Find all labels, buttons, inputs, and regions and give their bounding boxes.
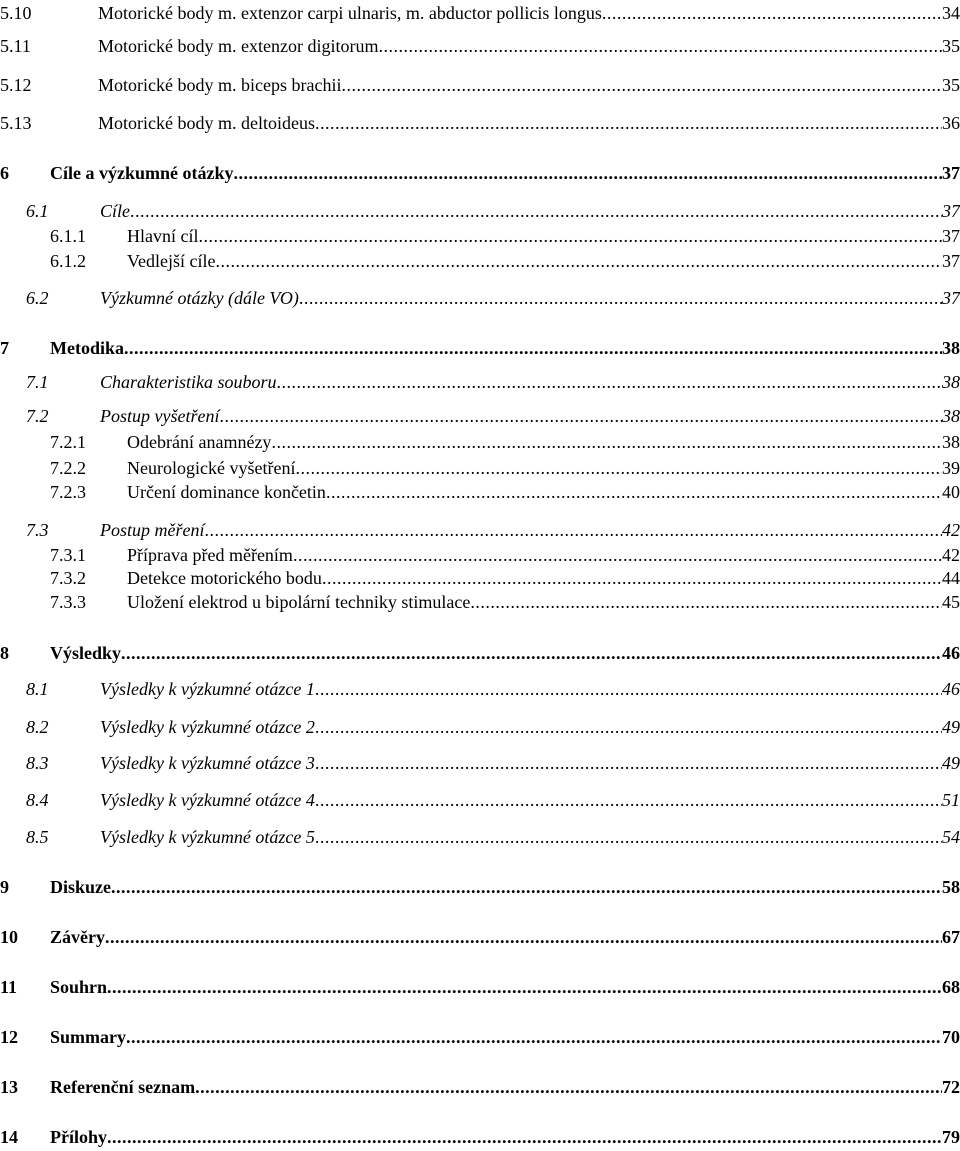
toc-number: 5.13 (0, 113, 32, 133)
toc-leader-dots (315, 823, 942, 851)
toc-page-number: 45 (942, 592, 960, 612)
toc-entry[interactable] (0, 713, 960, 741)
toc-entry[interactable] (0, 368, 960, 396)
toc-number: 6.1 (26, 201, 49, 221)
toc-entry[interactable] (0, 1073, 960, 1101)
toc-title: Motorické body m. extenzor carpi ulnaris, m. abductor pollicis longus (98, 3, 602, 23)
toc-title: Příprava před měřením (127, 545, 293, 565)
toc-number: 7.3 (26, 520, 49, 540)
toc-number: 8.5 (26, 827, 49, 847)
toc-entry[interactable] (0, 478, 960, 506)
toc-number: 11 (0, 977, 18, 997)
toc-leader-dots (111, 873, 942, 901)
toc-entry[interactable] (0, 32, 960, 60)
toc-title: Charakteristika souboru (100, 372, 277, 392)
toc-page-number: 72 (942, 1077, 960, 1097)
toc-title: Referenční seznam (50, 1077, 196, 1097)
toc-entry[interactable] (0, 428, 960, 456)
toc-leader-dots (215, 247, 942, 275)
toc-page-number: 37 (942, 251, 960, 271)
toc-page-number: 70 (942, 1027, 960, 1047)
toc-page-number: 38 (942, 338, 960, 358)
toc-title: Výsledky k výzkumné otázce 1 (100, 679, 315, 699)
toc-leader-dots (121, 639, 942, 667)
toc-number: 7.3.2 (50, 568, 86, 588)
toc-entry[interactable] (0, 786, 960, 814)
toc-leader-dots (326, 478, 942, 506)
toc-title: Souhrn (50, 977, 108, 997)
toc-leader-dots (315, 675, 942, 703)
toc-number: 8.4 (26, 790, 49, 810)
toc-number: 8 (0, 643, 9, 663)
toc-page-number: 49 (942, 753, 960, 773)
toc-title: Výsledky (50, 643, 122, 663)
toc-number: 7.2.3 (50, 482, 86, 502)
toc-page-number: 46 (942, 643, 960, 663)
toc-page-number: 79 (942, 1127, 960, 1147)
toc-page-number: 58 (942, 877, 960, 897)
toc-title: Výsledky k výzkumné otázce 3 (100, 753, 315, 773)
toc-entry[interactable] (0, 159, 960, 187)
toc-title: Určení dominance končetin (127, 482, 326, 502)
toc-number: 7.3.1 (50, 545, 86, 565)
toc-title: Metodika (50, 338, 124, 358)
toc-title: Motorické body m. extenzor digitorum (98, 36, 379, 56)
toc-entry[interactable] (0, 247, 960, 275)
toc-page-number: 51 (942, 790, 960, 810)
toc-leader-dots (195, 1073, 942, 1101)
toc-entry[interactable] (0, 334, 960, 362)
toc-number: 9 (0, 877, 9, 897)
toc-number: 7.1 (26, 372, 49, 392)
toc-title: Hlavní cíl (127, 226, 199, 246)
toc-entry[interactable] (0, 923, 960, 951)
toc-entry[interactable] (0, 588, 960, 616)
toc-title: Detekce motorického bodu (127, 568, 322, 588)
toc-page-number: 37 (942, 201, 960, 221)
toc-number: 12 (0, 1027, 18, 1047)
toc-leader-dots (130, 197, 942, 225)
toc-title: Diskuze (50, 877, 112, 897)
toc-entry[interactable] (0, 1023, 960, 1051)
toc-page-number: 67 (942, 927, 960, 947)
toc-leader-dots (198, 222, 942, 250)
toc-page-number: 54 (942, 827, 960, 847)
toc-page-number: 42 (942, 545, 960, 565)
toc-page-number: 35 (942, 36, 960, 56)
toc-number: 14 (0, 1127, 18, 1147)
toc-title: Postup vyšetření (100, 406, 220, 426)
toc-entry[interactable] (0, 1123, 960, 1151)
toc-number: 7 (0, 338, 9, 358)
toc-entry[interactable] (0, 749, 960, 777)
toc-page-number: 39 (942, 458, 960, 478)
toc-page-number: 37 (942, 163, 960, 183)
toc-title: Odebrání anamnézy (127, 432, 272, 452)
toc-leader-dots (299, 284, 942, 312)
toc-page-number: 49 (942, 717, 960, 737)
toc-number: 6.2 (26, 288, 49, 308)
toc-leader-dots (105, 923, 942, 951)
toc-title: Přílohy (50, 1127, 107, 1147)
toc-number: 5.12 (0, 75, 32, 95)
toc-title: Výsledky k výzkumné otázce 4 (100, 790, 315, 810)
toc-page-number: 37 (942, 226, 960, 246)
toc-title: Cíle a výzkumné otázky (50, 163, 234, 183)
toc-page-number: 37 (942, 288, 960, 308)
toc-title: Postup měření (100, 520, 205, 540)
toc-title: Motorické body m. deltoideus (98, 113, 315, 133)
toc-number: 8.1 (26, 679, 49, 699)
toc-leader-dots (315, 749, 942, 777)
toc-title: Výsledky k výzkumné otázce 2 (100, 717, 315, 737)
toc-number: 6.1.1 (50, 226, 86, 246)
toc-title: Cíle (100, 201, 130, 221)
toc-leader-dots (470, 588, 942, 616)
toc-entry[interactable] (0, 973, 960, 1001)
toc-page-number: 42 (942, 520, 960, 540)
toc-leader-dots (219, 402, 942, 430)
toc-title: Závěry (50, 927, 105, 947)
toc-leader-dots (602, 0, 942, 27)
toc-number: 7.2 (26, 406, 49, 426)
toc-page-number: 44 (942, 568, 960, 588)
toc-page-number: 46 (942, 679, 960, 699)
toc-entry[interactable] (0, 516, 960, 544)
toc-number: 7.3.3 (50, 592, 86, 612)
toc-title: Neurologické vyšetření (127, 458, 296, 478)
toc-entry[interactable] (0, 873, 960, 901)
toc-number: 13 (0, 1077, 18, 1097)
toc-number: 8.2 (26, 717, 49, 737)
toc-entry[interactable] (0, 284, 960, 312)
toc-leader-dots (271, 428, 942, 456)
toc-title: Vedlejší cíle (127, 251, 216, 271)
toc-entry[interactable] (0, 71, 960, 99)
toc-title: Uložení elektrod u bipolární techniky stimulace (127, 592, 471, 612)
toc-page-number: 68 (942, 977, 960, 997)
toc-leader-dots (315, 786, 942, 814)
toc-leader-dots (204, 516, 942, 544)
toc-page-number: 38 (942, 432, 960, 452)
toc-entry[interactable] (0, 402, 960, 430)
toc-leader-dots (124, 334, 942, 362)
toc-page-number: 34 (942, 3, 960, 23)
toc-title: Summary (50, 1027, 126, 1047)
toc-title: Výsledky k výzkumné otázce 5 (100, 827, 315, 847)
toc-entry[interactable] (0, 0, 960, 27)
toc-leader-dots (315, 109, 942, 137)
toc-number: 10 (0, 927, 18, 947)
toc-leader-dots (315, 713, 942, 741)
toc-page-number: 36 (942, 113, 960, 133)
toc-leader-dots (107, 1123, 942, 1151)
toc-entry[interactable] (0, 222, 960, 250)
toc-number: 5.10 (0, 3, 32, 23)
toc-title: Motorické body m. biceps brachii (98, 75, 342, 95)
toc-entry[interactable] (0, 675, 960, 703)
toc-number: 5.11 (0, 36, 31, 56)
toc-number: 7.2.1 (50, 432, 86, 452)
toc-entry[interactable] (0, 197, 960, 225)
toc-page-number: 40 (942, 482, 960, 502)
toc-title: Výzkumné otázky (dále VO) (100, 288, 299, 308)
toc-leader-dots (126, 1023, 942, 1051)
toc-leader-dots (277, 368, 942, 396)
toc-leader-dots (234, 159, 943, 187)
toc-page-number: 35 (942, 75, 960, 95)
toc-entry[interactable] (0, 823, 960, 851)
toc-page-number: 38 (942, 372, 960, 392)
toc-number: 8.3 (26, 753, 49, 773)
toc-leader-dots (378, 32, 942, 60)
toc-number: 7.2.2 (50, 458, 86, 478)
toc-entry[interactable] (0, 639, 960, 667)
toc-number: 6.1.2 (50, 251, 86, 271)
toc-leader-dots (107, 973, 942, 1001)
toc-entry[interactable] (0, 109, 960, 137)
toc-number: 6 (0, 163, 9, 183)
toc-leader-dots (341, 71, 942, 99)
toc-page-number: 38 (942, 406, 960, 426)
